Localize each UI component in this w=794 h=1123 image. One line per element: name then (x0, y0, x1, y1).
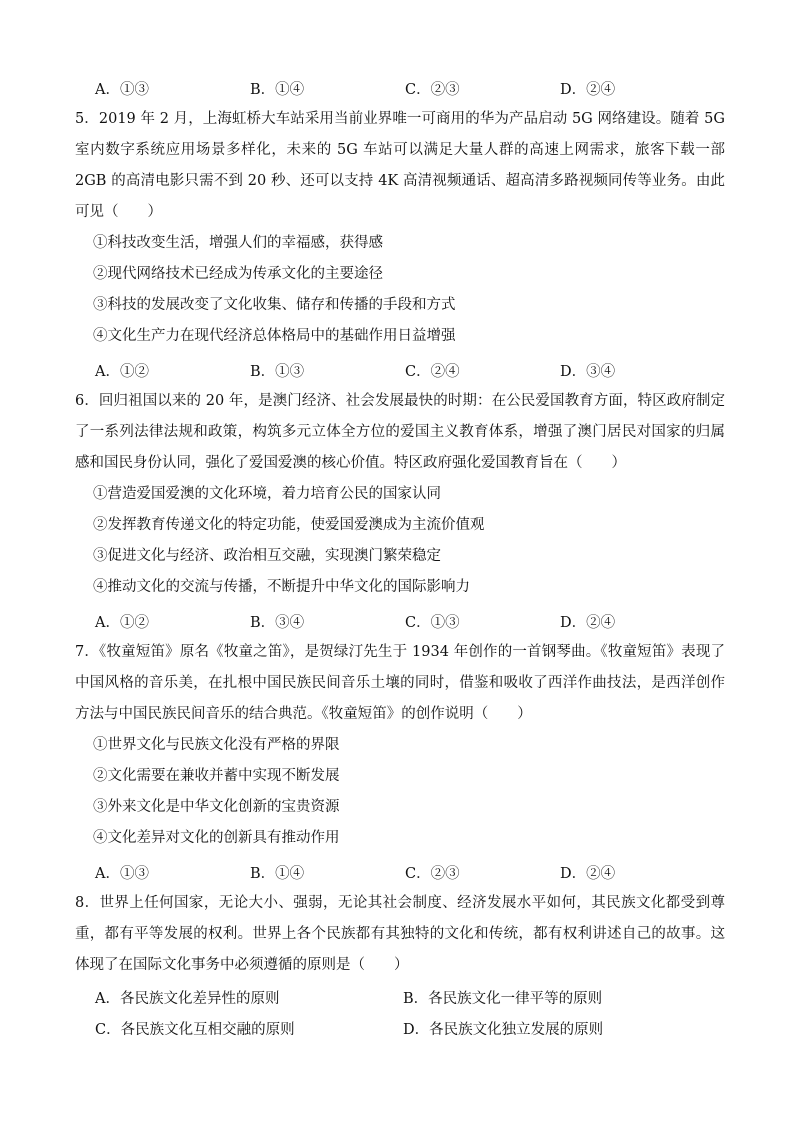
option-d: D．②④ (560, 615, 616, 631)
question-stem: 5．2019 年 2 月，上海虹桥大车站采用当前业界唯一可商用的华为产品启动 5G 网络建设。随着 5G 室内数字系统应用场景多样化，未来的 5G 车站可以满足大量人群的高速上网需求，旅客下载一部 2GB 的高清电影只需不到 20 秒、还可以支持 4K 高清视频通话、超高清多路视频同传等业务。由此可见（ ） (75, 111, 725, 220)
q4-options (75, 70, 725, 104)
q6-options (75, 603, 725, 637)
option-a: A．各民族文化差异性的原则 (95, 991, 280, 1007)
question-7 (75, 637, 725, 888)
statement-1: ①科技改变生活，增强人们的幸福感，获得感 (93, 235, 383, 251)
option-b: B．①④ (250, 866, 305, 882)
option-a: A．①② (95, 615, 149, 631)
q8-options-row-1 (75, 981, 725, 1012)
exam-page (75, 70, 725, 1043)
option-c: C．②③ (405, 866, 460, 882)
option-d: D．②④ (560, 82, 616, 98)
question-stem: 6．回归祖国以来的 20 年，是澳门经济、社会发展最快的时期：在公民爱国教育方面，特区政府制定了一系列法律法规和政策，构筑多元立体全方位的爱国主义教育体系，增强了澳门居民对国家的归属感和国民身份认同，强化了爱国爱澳的核心价值。特区政府强化爱国教育旨在（ ） (75, 393, 725, 471)
option-d: D．③④ (560, 364, 616, 380)
q8-options-row-2 (75, 1012, 725, 1043)
question-5 (75, 104, 725, 386)
q5-options (75, 352, 725, 386)
statement-4: ④推动文化的交流与传播，不断提升中华文化的国际影响力 (93, 579, 470, 595)
statement-1: ①世界文化与民族文化没有严格的界限 (93, 737, 340, 753)
statement-3: ③外来文化是中华文化创新的宝贵资源 (93, 799, 340, 815)
option-a: A．①② (95, 364, 149, 380)
option-b: B．①④ (250, 82, 305, 98)
option-c: C．②④ (405, 364, 460, 380)
option-b: B．各民族文化一律平等的原则 (403, 991, 603, 1007)
option-a: A．①③ (95, 82, 149, 98)
statement-2: ②发挥教育传递文化的特定功能，使爱国爱澳成为主流价值观 (93, 517, 485, 533)
option-c: C．②③ (405, 82, 460, 98)
option-b: B．③④ (250, 615, 305, 631)
q7-options (75, 854, 725, 888)
statement-4: ④文化差异对文化的创新具有推动作用 (93, 830, 340, 846)
statement-2: ②文化需要在兼收并蓄中实现不断发展 (93, 768, 340, 784)
statement-3: ③促进文化与经济、政治相互交融，实现澳门繁荣稳定 (93, 548, 441, 564)
option-d: D．各民族文化独立发展的原则 (403, 1022, 604, 1038)
statement-4: ④文化生产力在现代经济总体格局中的基础作用日益增强 (93, 328, 456, 344)
option-b: B．①③ (250, 364, 305, 380)
statement-1: ①营造爱国爱澳的文化环境，着力培育公民的国家认同 (93, 486, 441, 502)
question-stem: 7．《牧童短笛》原名《牧童之笛》，是贺绿汀先生于 1934 年创作的一首钢琴曲。《牧童短笛》表现了中国风格的音乐美，在扎根中国民族民间音乐土壤的同时，借鉴和吸收了西洋作曲技法，是西洋创作方法与中国民族民间音乐的结合典范。《牧童短笛》的创作说明（ ） (75, 644, 725, 722)
question-8 (75, 888, 725, 1043)
option-a: A．①③ (95, 866, 149, 882)
option-c: C．①③ (405, 615, 460, 631)
question-stem: 8．世界上任何国家，无论大小、强弱，无论其社会制度、经济发展水平如何，其民族文化都受到尊重，都有平等发展的权利。世界上各个民族都有其独特的文化和传统，都有权利讲述自己的故事。这体现了在国际文化事务中必须遵循的原则是（ ） (75, 895, 725, 973)
question-6 (75, 386, 725, 637)
statement-2: ②现代网络技术已经成为传承文化的主要途径 (93, 266, 383, 282)
option-c: C．各民族文化互相交融的原则 (95, 1022, 295, 1038)
statement-3: ③科技的发展改变了文化收集、储存和传播的手段和方式 (93, 297, 456, 313)
option-d: D．②④ (560, 866, 616, 882)
